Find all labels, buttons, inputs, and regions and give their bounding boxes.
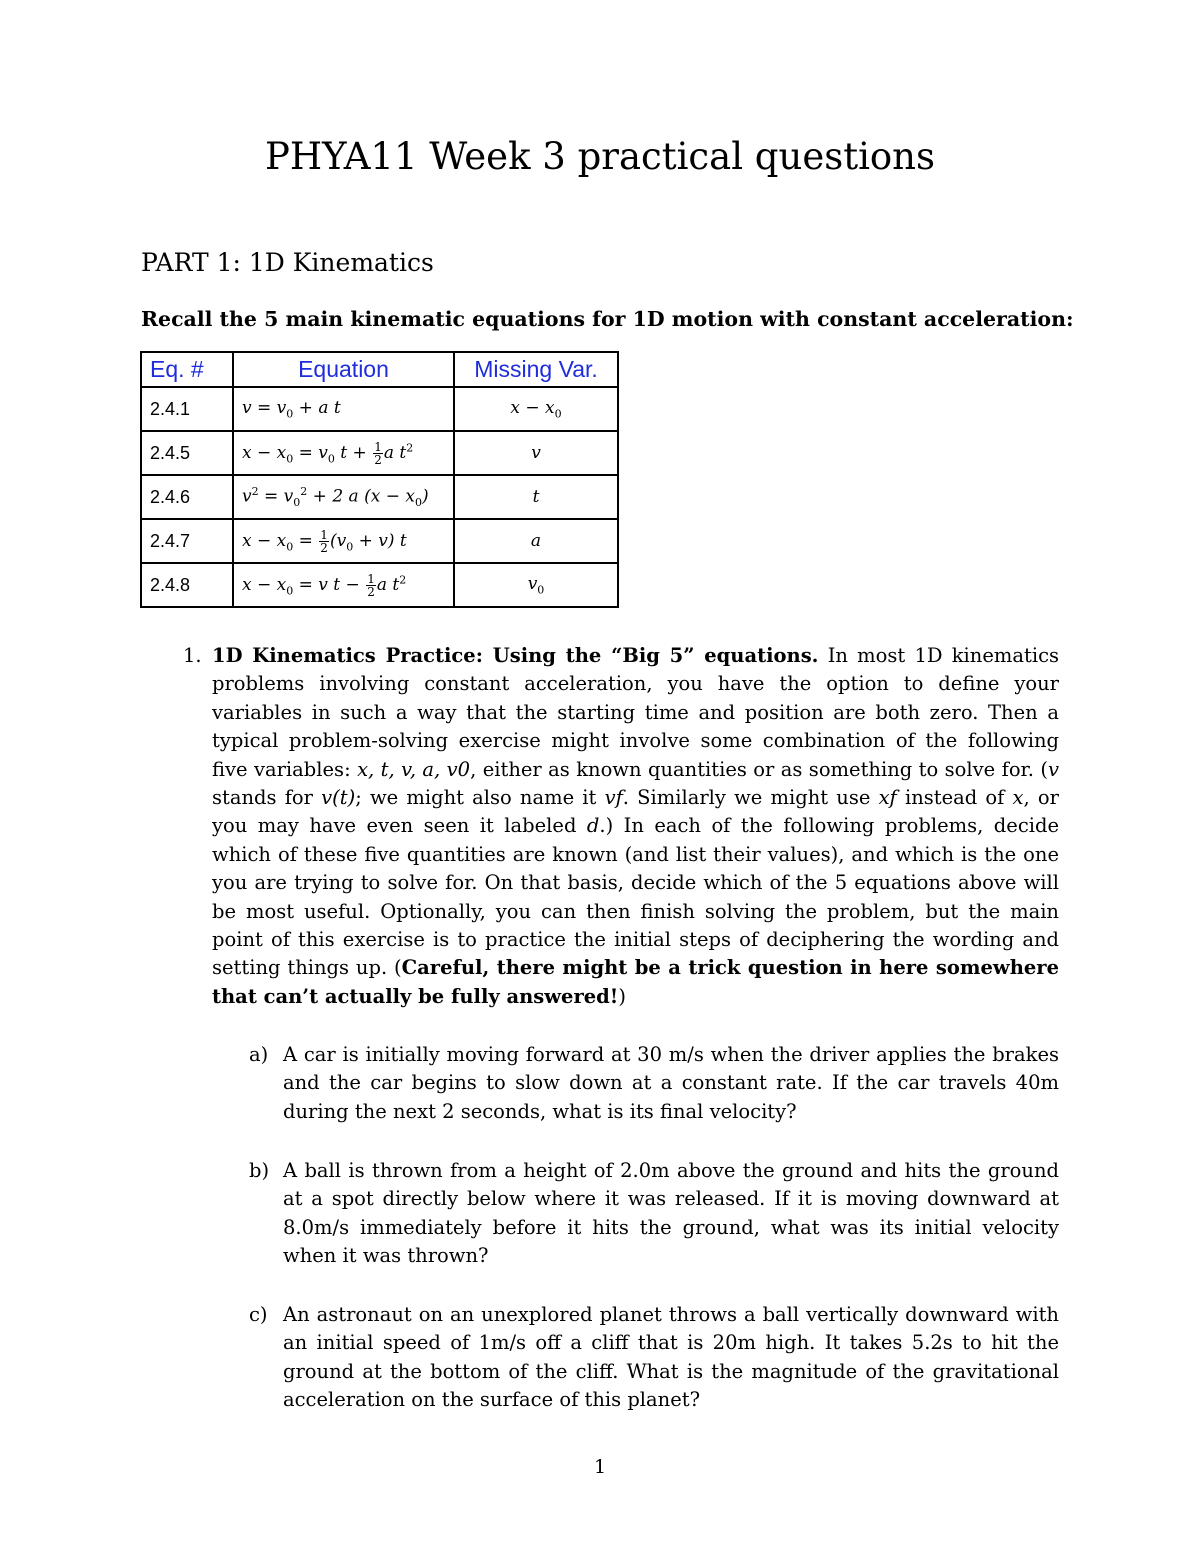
math-var: d	[586, 814, 600, 838]
page-title: PHYA11 Week 3 practical questions	[265, 135, 935, 178]
table-header-row	[141, 352, 618, 387]
question-text: In most 1D kinematics problems involving constant acceleration, you have the option to define your variables in such a way that the starting time and position are both zero. Then a typical problem-solving exercise might involve some combination of the following five variables:	[212, 644, 1059, 781]
warning-note: Careful, there might be a trick question in here somewhere that can’t actually be fully answered!	[212, 956, 1059, 1008]
question-number: 1.	[183, 644, 202, 667]
recall-text: Recall the 5 main kinematic equations for 1D motion with constant acceleration:	[141, 307, 1074, 331]
equation-formula: $v = v_0 + a$ t	[233, 387, 454, 431]
math-var: x	[1012, 786, 1024, 810]
subquestion-label: b)	[249, 1159, 270, 1182]
question-text: stands for	[212, 786, 322, 810]
table-row	[141, 519, 618, 563]
equation-formula: $x - x_0 = v$ t − $\frac{1}{2}$ a $t^2$	[233, 563, 454, 607]
eq-num: 2.4.1	[141, 387, 233, 431]
subquestion-c	[249, 1301, 1059, 1415]
page-number: 1	[593, 1456, 607, 1478]
header-eq-num: Eq. #	[141, 352, 233, 387]
part-heading: PART 1: 1D Kinematics	[141, 248, 434, 277]
question-1	[183, 642, 1059, 1011]
variable-list: x, t, v, a, v0	[357, 757, 471, 781]
equation-formula: $x - x_0$ = $\frac{1}{2}$ $(v_0 + v)$ t	[233, 519, 454, 563]
missing-var: $x - x_0$	[454, 387, 618, 431]
subquestion-text: A car is initially moving forward at 30 m/s when the driver applies the brakes and the car begins to slow down at a constant rate. If the car travels 40m during the next 2 seconds, what is its final velocity?	[283, 1043, 1059, 1123]
table-row	[141, 563, 618, 607]
question-text: ; we might also name it	[355, 786, 605, 810]
subquestion-text: An astronaut on an unexplored planet throws a ball vertically downward with an initial speed of 1m/s off a cliff that is 20m high. It takes 5.2s to hit the ground at the bottom of the cliff. What is the magnitude of the gravitational acceleration on the surface of this planet?	[283, 1303, 1059, 1412]
missing-var: t	[454, 475, 618, 519]
question-text: .) In each of the following problems, decide which of these five quantities are known (and list their values), and which is the one you are trying to solve for. On that basis, decide which of the 5 equations above will be most useful. Optionally, you can then finish solving the problem, but the main point of this exercise is to practice the initial steps of deciphering the wording and setting things up. (	[212, 814, 1059, 980]
question-text: , either as known quantities or as something to solve for. (	[470, 757, 1048, 781]
header-missing-var: Missing Var.	[454, 352, 618, 387]
question-text: , or you may have even seen it labeled	[212, 786, 1059, 838]
eq-num: 2.4.7	[141, 519, 233, 563]
header-equation: Equation	[233, 352, 454, 387]
equation-formula: $v^2 = v_0^2 + 2$ a $(x - x_0)$	[233, 475, 454, 519]
math-var: vf	[604, 786, 623, 810]
subquestion-b	[249, 1157, 1059, 1271]
equation-formula: $x - x_0 = v_0$ t + $\frac{1}{2}$ a $t^2$	[233, 431, 454, 475]
missing-var: v	[454, 431, 618, 475]
math-var: v(t)	[321, 786, 356, 810]
missing-var: a	[454, 519, 618, 563]
question-text: instead of	[896, 786, 1013, 810]
table-row	[141, 431, 618, 475]
eq-num: 2.4.8	[141, 563, 233, 607]
subquestion-text: A ball is thrown from a height of 2.0m above the ground and hits the ground at a spot directly below where it was released. If it is moving downward at 8.0m/s immediately before it hits the ground, what was its initial velocity when it was thrown?	[283, 1159, 1059, 1268]
question-text: . Similarly we might use	[622, 786, 879, 810]
eq-num: 2.4.6	[141, 475, 233, 519]
subquestion-label: a)	[249, 1043, 269, 1066]
eq-num: 2.4.5	[141, 431, 233, 475]
question-body	[212, 642, 1059, 1011]
question-heading: 1D Kinematics Practice: Using the “Big 5” equations.	[212, 644, 819, 667]
subquestion-a	[249, 1041, 1059, 1126]
kinematics-table	[140, 351, 619, 608]
math-var: xf	[878, 786, 897, 810]
table-row	[141, 387, 618, 431]
question-text: )	[618, 984, 626, 1008]
missing-var: $v_0$	[454, 563, 618, 607]
math-var: v	[1047, 757, 1059, 781]
subquestion-label: c)	[249, 1303, 268, 1326]
table-row	[141, 475, 618, 519]
